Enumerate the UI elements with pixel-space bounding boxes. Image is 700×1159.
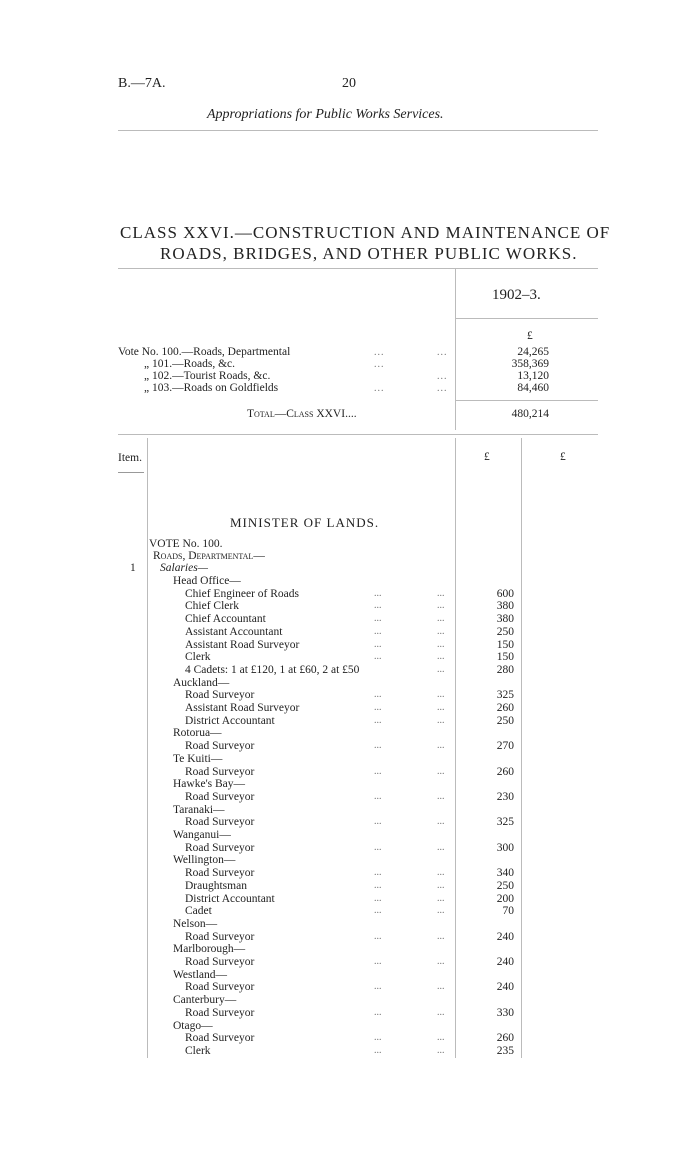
summary-currency: £ (527, 330, 533, 342)
district-label: Auckland— (173, 676, 230, 689)
leader-dots: ... (437, 689, 445, 701)
leader-dots: ... (437, 867, 445, 879)
leader-dots: ... (437, 613, 445, 625)
item-column-header: Item. (118, 452, 142, 464)
salary-amount: 325 (496, 816, 514, 829)
leader-dots: ... (437, 816, 445, 828)
district-label: Wanganui— (173, 829, 231, 841)
position-label: Chief Engineer of Roads (185, 587, 300, 600)
salary-amount: 380 (496, 600, 514, 613)
leader-dots: ... (437, 663, 445, 675)
total-column-currency: £ (560, 451, 566, 463)
running-title: Appropriations for Public Works Services. (207, 107, 444, 122)
district-label: Westland— (173, 968, 228, 981)
leader-dots: ... (374, 905, 382, 917)
position-label: Road Surveyor (185, 790, 255, 803)
leader-dots: ... (374, 587, 382, 599)
position-label: Road Surveyor (185, 1032, 255, 1045)
salary-amount: 280 (496, 663, 514, 676)
leader-dots: ... (437, 587, 445, 599)
position-label: Assistant Accountant (185, 625, 283, 638)
leader-dots: ... (374, 740, 382, 752)
district-label: Wellington— (173, 854, 236, 867)
position-label: Assistant Road Surveyor (185, 702, 300, 714)
vote-103-label: „ 103.—Roads on Goldfields (144, 382, 279, 394)
position-label: Cadet (185, 905, 212, 918)
salary-amount: 260 (496, 1032, 514, 1045)
position-label: Assistant Road Surveyor (185, 638, 300, 651)
leader-dots: ... (437, 892, 445, 904)
leader-dots: ... (374, 956, 382, 967)
summary-year-rule (455, 318, 598, 319)
district-label: Te Kuiti— (173, 752, 223, 765)
amount-column-divider (455, 438, 456, 1058)
leader-dots: ... (374, 689, 382, 701)
salary-amount: 260 (496, 765, 514, 778)
vote-heading: VOTE No. 100. (149, 538, 223, 550)
district-label: Hawke's Bay— (173, 778, 246, 791)
leader-dots: ... (437, 347, 448, 358)
leader-dots: ... (374, 790, 382, 802)
vote-103-amount: 84,460 (517, 382, 549, 394)
salary-amount: 70 (502, 905, 514, 918)
leader-dots: ... (374, 347, 385, 358)
leader-dots: ... (374, 892, 382, 904)
leader-dots: ... (374, 930, 382, 942)
summary-bottom-rule (118, 434, 598, 435)
leader-dots: ... (437, 383, 448, 394)
position-label: Road Surveyor (185, 1006, 255, 1019)
position-label: District Accountant (185, 892, 275, 905)
salary-amount: 250 (496, 879, 514, 892)
position-label: Road Surveyor (185, 930, 255, 943)
leader-dots: ... (374, 765, 382, 777)
leader-dots: ... (437, 1006, 445, 1018)
leader-dots: ... (374, 651, 382, 663)
class-title-line2: ROADS, BRIDGES, AND OTHER PUBLIC WORKS. (160, 244, 578, 263)
leader-dots: ... (374, 613, 382, 625)
leader-dots: ... (374, 383, 385, 394)
leader-dots: ... (374, 1032, 382, 1044)
salaries-heading: Salaries— (160, 562, 208, 574)
item-header-rule (118, 472, 144, 473)
position-label: District Accountant (185, 714, 275, 727)
leader-dots: ... (437, 651, 445, 663)
salary-amount: 240 (496, 956, 514, 968)
header-rule (118, 130, 598, 131)
vote-100-amount: 24,265 (517, 346, 549, 358)
leader-dots: ... (437, 841, 445, 853)
summary-divider (455, 268, 456, 430)
leader-dots: ... (437, 981, 445, 993)
document-reference: B.—7A. (118, 76, 166, 91)
leader-dots: ... (437, 956, 445, 967)
salary-amount: 330 (496, 1006, 514, 1019)
salary-amount: 250 (496, 625, 514, 638)
summary-total-label: Total—Class XXVI.... (247, 408, 357, 420)
leader-dots: ... (374, 625, 382, 637)
leader-dots: ... (437, 905, 445, 917)
leader-dots: ... (374, 981, 382, 993)
position-label: Road Surveyor (185, 689, 255, 702)
vote-101-amount: 358,369 (511, 358, 549, 370)
position-label: Road Surveyor (185, 816, 255, 829)
vote-101-label: „ 101.—Roads, &c. (144, 358, 236, 370)
salary-amount: 235 (496, 1044, 514, 1057)
position-label: Chief Accountant (185, 613, 266, 626)
salary-amount: 260 (496, 702, 514, 714)
salary-amount: 150 (496, 638, 514, 651)
leader-dots: ... (374, 638, 382, 650)
amount-column-currency: £ (484, 451, 490, 463)
leader-dots: ... (374, 714, 382, 726)
leader-dots: ... (374, 841, 382, 853)
total-column-divider (521, 438, 522, 1058)
leader-dots: ... (437, 638, 445, 650)
district-label: Nelson— (173, 917, 218, 930)
leader-dots: ... (374, 600, 382, 612)
leader-dots: ... (437, 625, 445, 637)
class-title-line1: CLASS XXVI.—CONSTRUCTION AND MAINTENANCE OF (120, 223, 611, 242)
salary-amount: 300 (496, 841, 514, 854)
vote-102-amount: 13,120 (517, 370, 549, 382)
position-label: 4 Cadets: 1 at £120, 1 at £60, 2 at £50 (185, 663, 360, 676)
leader-dots: ... (374, 879, 382, 891)
summary-year: 1902–3. (492, 287, 541, 303)
leader-dots: ... (437, 879, 445, 891)
leader-dots: ... (374, 1006, 382, 1018)
salary-amount: 270 (496, 740, 514, 753)
position-label: Clerk (185, 651, 211, 664)
leader-dots: ... (437, 371, 448, 382)
salary-amount: 200 (496, 892, 514, 905)
position-label: Road Surveyor (185, 956, 255, 968)
leader-dots: ... (437, 714, 445, 726)
vote-100-label: Vote No. 100.—Roads, Departmental (118, 346, 291, 358)
leader-dots: ... (374, 816, 382, 828)
leader-dots: ... (374, 867, 382, 879)
salary-amount: 230 (496, 790, 514, 803)
leader-dots: ... (374, 702, 382, 713)
district-label: Marlborough— (173, 943, 246, 956)
leader-dots: ... (374, 359, 385, 370)
leader-dots: ... (437, 1044, 445, 1056)
position-label: Draughtsman (185, 879, 247, 892)
position-label: Chief Clerk (185, 600, 239, 613)
position-label: Clerk (185, 1044, 211, 1057)
position-label: Road Surveyor (185, 841, 255, 854)
district-label: Otago— (173, 1019, 213, 1032)
district-label: Canterbury— (173, 994, 237, 1007)
position-label: Road Surveyor (185, 765, 255, 778)
summary-total-rule (455, 400, 598, 401)
summary-top-rule (118, 268, 598, 269)
minister-heading: MINISTER OF LANDS. (230, 515, 380, 530)
position-label: Road Surveyor (185, 867, 255, 880)
salary-amount: 240 (496, 930, 514, 943)
summary-total-amount: 480,214 (511, 408, 549, 420)
leader-dots: ... (437, 702, 445, 713)
leader-dots: ... (437, 930, 445, 942)
district-label: Head Office— (173, 575, 241, 587)
district-label: Rotorua— (173, 727, 222, 740)
vote-102-label: „ 102.—Tourist Roads, &c. (144, 370, 271, 382)
position-label: Road Surveyor (185, 981, 255, 994)
item-number: 1 (130, 562, 136, 574)
page-number: 20 (342, 76, 356, 91)
leader-dots: ... (437, 740, 445, 752)
leader-dots: ... (437, 790, 445, 802)
salary-amount: 380 (496, 613, 514, 626)
leader-dots: ... (374, 1044, 382, 1056)
salary-amount: 240 (496, 981, 514, 994)
salary-amount: 600 (496, 587, 514, 600)
position-label: Road Surveyor (185, 740, 255, 753)
district-label: Taranaki— (173, 803, 225, 816)
salary-amount: 340 (496, 867, 514, 880)
salary-amount: 150 (496, 651, 514, 664)
leader-dots: ... (437, 765, 445, 777)
salary-amount: 250 (496, 714, 514, 727)
vote-title: Roads, Departmental— (153, 550, 265, 562)
leader-dots: ... (437, 1032, 445, 1044)
leader-dots: ... (437, 600, 445, 612)
item-column-divider (147, 438, 148, 1058)
salary-amount: 325 (496, 689, 514, 702)
